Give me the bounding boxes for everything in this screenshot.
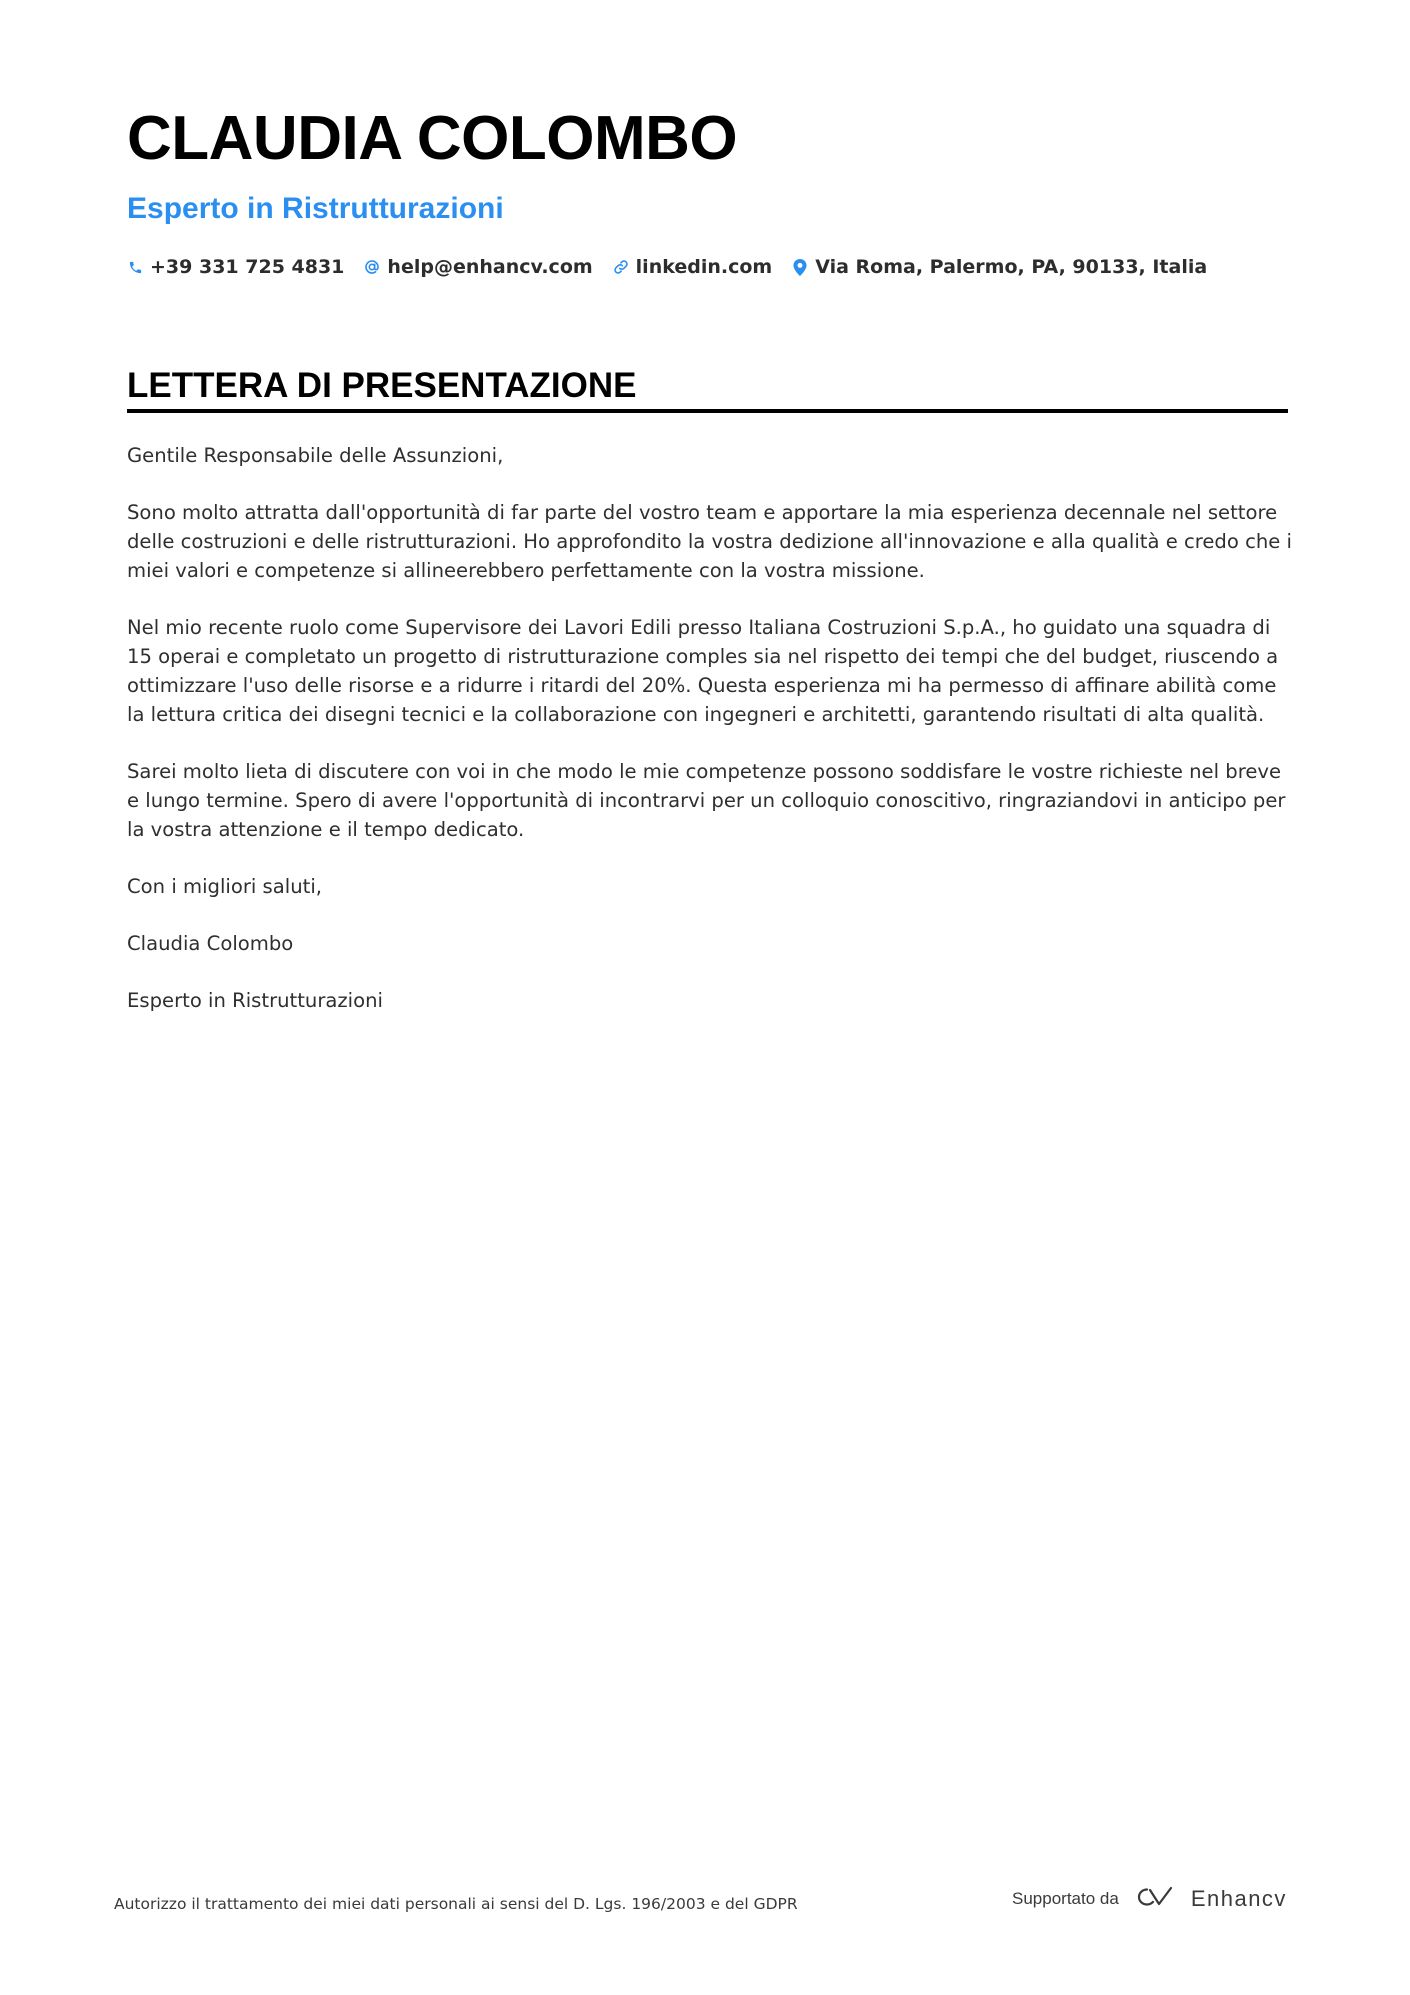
brand-name: Enhancv [1190,1886,1287,1911]
section-title: LETTERA DI PRESENTAZIONE [127,366,637,405]
letter-paragraph: Sono molto attratta dall'opportunità di far parte del vostro team e apportare la mia esperienza decennale nel settore delle costruzioni e delle ristrutturazioni. Ho approfondito la vostra dedizione all'innovazione e alla qualità e credo che i miei valori e competenze si allineerebbero perfettamente con la vostra missione. [127,501,1293,582]
letter-paragraph: Sarei molto lieta di discutere con voi in che modo le mie competenze possono soddisfare le vostre richieste nel breve e lungo termine. Spero di avere l'opportunità di incontrarvi per un colloquio conoscitivo, ringraziandovi in anticipo per la vostra attenzione e il tempo dedicato. [127,760,1286,841]
footer-branding[interactable] [1012,1884,1287,1914]
section-divider [127,409,1288,413]
candidate-name: CLAUDIA COLOMBO [127,104,738,173]
letter-greeting: Gentile Responsabile delle Assunzioni, [127,444,504,467]
signature-role: Esperto in Ristrutturazioni [127,989,383,1012]
email-text[interactable]: help@enhancv.com [387,256,593,278]
candidate-role: Esperto in Ristrutturazioni [127,192,504,225]
phone-icon [127,258,143,276]
enhancv-logo-icon [1131,1884,1179,1914]
address-text: Via Roma, Palermo, PA, 90133, Italia [815,256,1208,278]
letter-paragraph: Nel mio recente ruolo come Supervisore dei Lavori Edili presso Italiana Costruzioni S.p.A., ho guidato una squadra di 15 operai e completato un progetto di ristrutturazione comples sia nel rispetto dei tempi che del budget, riuscendo a ottimizzare l'uso delle risorse e a ridurre i ritardi del 20%. Questa esperienza mi ha permesso di affinare abilità come la lettura critica dei disegni tecnici e la collaborazione con ingegneri e architetti, garantendo risultati di alta qualità. [127,616,1279,726]
letter-closing: Con i migliori saluti, [127,875,322,898]
link-icon [613,258,629,276]
contact-email [364,256,592,278]
contact-address [792,256,1207,278]
letter-body [127,441,1297,1043]
phone-text[interactable]: +39 331 725 4831 [150,256,345,278]
at-icon [364,258,380,276]
supported-by-label: Supportato da [1012,1889,1119,1908]
contact-phone [127,256,344,278]
privacy-consent-note: Autorizzo il trattamento dei miei dati personali ai sensi del D. Lgs. 196/2003 e del GDPR [114,1895,798,1913]
contact-linkedin [613,256,773,278]
contact-bar [127,256,1207,278]
signature-name: Claudia Colombo [127,932,294,955]
linkedin-text[interactable]: linkedin.com [635,256,773,278]
location-pin-icon [792,258,808,276]
